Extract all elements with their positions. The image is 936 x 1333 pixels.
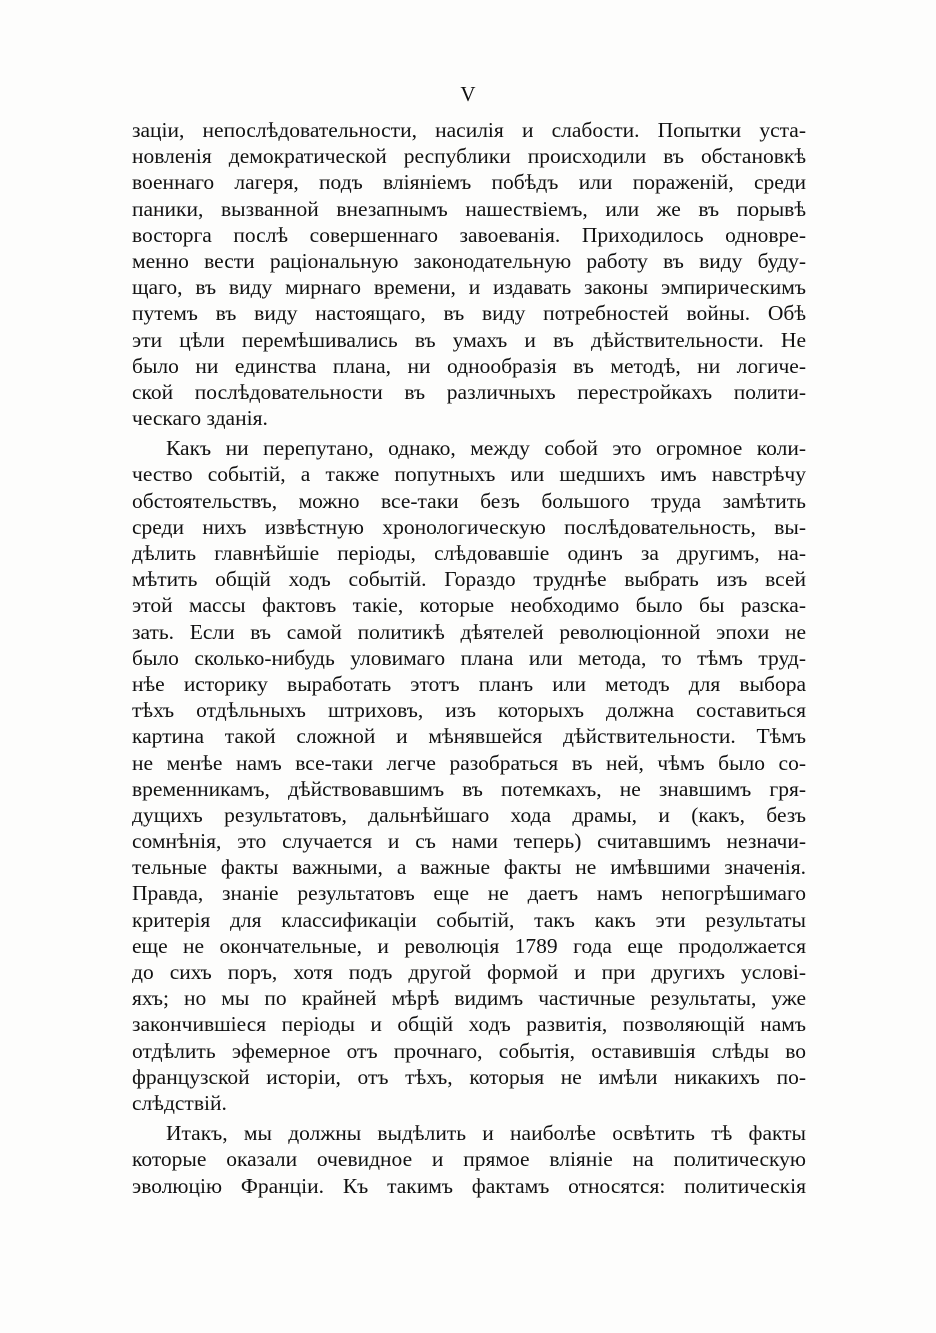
text-line: критерія для классификаціи событій, такъ какъ эти результаты: [132, 907, 806, 932]
text-line: временникамъ, дѣйствовавшимъ въ потемкахъ, не знавшимъ гря-: [132, 776, 806, 801]
text-line: менно вести раціональную законодательную работу въ виду буду-: [132, 248, 806, 273]
text-line: сомнѣнія, это случается и съ нами теперь) считавшимъ незначи-: [132, 829, 806, 854]
text-line: ческаго зданія.: [132, 406, 268, 431]
text-line: эволюцію Франціи. Къ такимъ фактамъ относятся: политическія: [132, 1173, 806, 1198]
text-line: было ни единства плана, ни однообразія въ методѣ, ни логиче-: [132, 353, 806, 378]
text-line: картина такой сложной и мѣнявшейся дѣйствительности. Тѣмъ: [132, 724, 806, 749]
text-line: слѣдствій.: [132, 1090, 227, 1115]
text-line: среди нихъ извѣстную хронологическую послѣдовательность, вы-: [132, 514, 806, 539]
text-line: отдѣлить эфемерное отъ прочнаго, событія, оставившія слѣды во: [132, 1038, 806, 1063]
text-line: дущихъ результатовъ, дальнѣйшаго хода драмы, и (какъ, безъ: [132, 802, 806, 827]
page-number: V: [460, 82, 476, 106]
text-line: эти цѣли перемѣшивались въ умахъ и въ дѣйствительности. Не: [132, 327, 806, 352]
text-line: еще не окончательные, и революція 1789 года еще продолжается: [132, 933, 806, 958]
text-line: тельные факты важными, а важные факты не имѣвшими значенія.: [132, 855, 806, 880]
paragraph-1: [132, 117, 806, 431]
text-line: которые оказали очевидное и прямое вліяніе на политическую: [132, 1147, 806, 1172]
text-line: зать. Если въ самой политикѣ дѣятелей революціонной эпохи не: [132, 619, 806, 644]
text-line: обстоятельствъ, можно все-таки безъ большого труда замѣтить: [132, 488, 806, 513]
text-line: Правда, знаніе результатовъ еще не даетъ намъ непогрѣшимаго: [132, 881, 806, 906]
text-line: Итакъ, мы должны выдѣлить и наиболѣе освѣтить тѣ факты: [166, 1121, 806, 1146]
text-line: ской послѣдовательности въ различныхъ перестройкахъ полити-: [132, 379, 806, 404]
text-line: этой массы фактовъ такіе, которые необходимо было бы разска-: [132, 593, 806, 618]
text-line: было сколько-нибудь уловимаго плана или метода, то тѣмъ труд-: [132, 645, 806, 670]
text-line: путемъ въ виду настоящаго, въ виду потребностей войны. Обѣ: [132, 301, 806, 326]
text-line: до сихъ поръ, хотя подъ другой формой и при другихъ услові-: [132, 960, 806, 984]
text-line: дѣлить главнѣйшіе періоды, слѣдовавшіе одинъ за другимъ, на-: [132, 541, 806, 565]
text-line: военнаго лагеря, подъ вліяніемъ побѣдъ или пораженій, среди: [132, 170, 806, 195]
text-line: мѣтить общій ходъ событій. Гораздо труднѣе выбрать изъ всей: [132, 567, 806, 592]
text-line: тѣхъ отдѣльныхъ штриховъ, изъ которыхъ должна составиться: [132, 698, 806, 723]
paragraph-2: [132, 435, 806, 1116]
text-line: закончившіеся періоды и общій ходъ развитія, позволяющій намъ: [132, 1012, 806, 1037]
text-line: восторга послѣ совершеннаго завоеванія. Приходилось одновре-: [132, 222, 806, 247]
text-line: французской исторіи, отъ тѣхъ, которыя не имѣли никакихъ по-: [132, 1064, 806, 1089]
text-line: щаго, въ виду мирнаго времени, и издавать законы эмпирическимъ: [132, 275, 806, 300]
text-line: заціи, непослѣдовательности, насилія и слабости. Попытки уста-: [132, 118, 806, 142]
text-line: чество событій, а также попутныхъ или шедшихъ имъ навстрѣчу: [132, 462, 806, 487]
text-line: паники, вызванной внезапнымъ нашествіемъ, или же въ порывѣ: [132, 196, 806, 221]
text-line: нѣе историку выработать этотъ планъ или методъ для выбора: [132, 671, 806, 696]
text-line: Какъ ни перепутано, однако, между собой это огромное коли-: [166, 436, 806, 461]
text-line: не менѣе намъ все-таки легче разобраться въ ней, чѣмъ было со-: [132, 750, 806, 775]
page-text-body: [132, 117, 806, 1199]
paragraph-3: [132, 1120, 806, 1199]
text-line: яхъ; но мы по крайней мѣрѣ видимъ частичные результаты, уже: [132, 986, 806, 1011]
text-line: новленія демократической республики происходили въ обстановкѣ: [132, 144, 806, 169]
